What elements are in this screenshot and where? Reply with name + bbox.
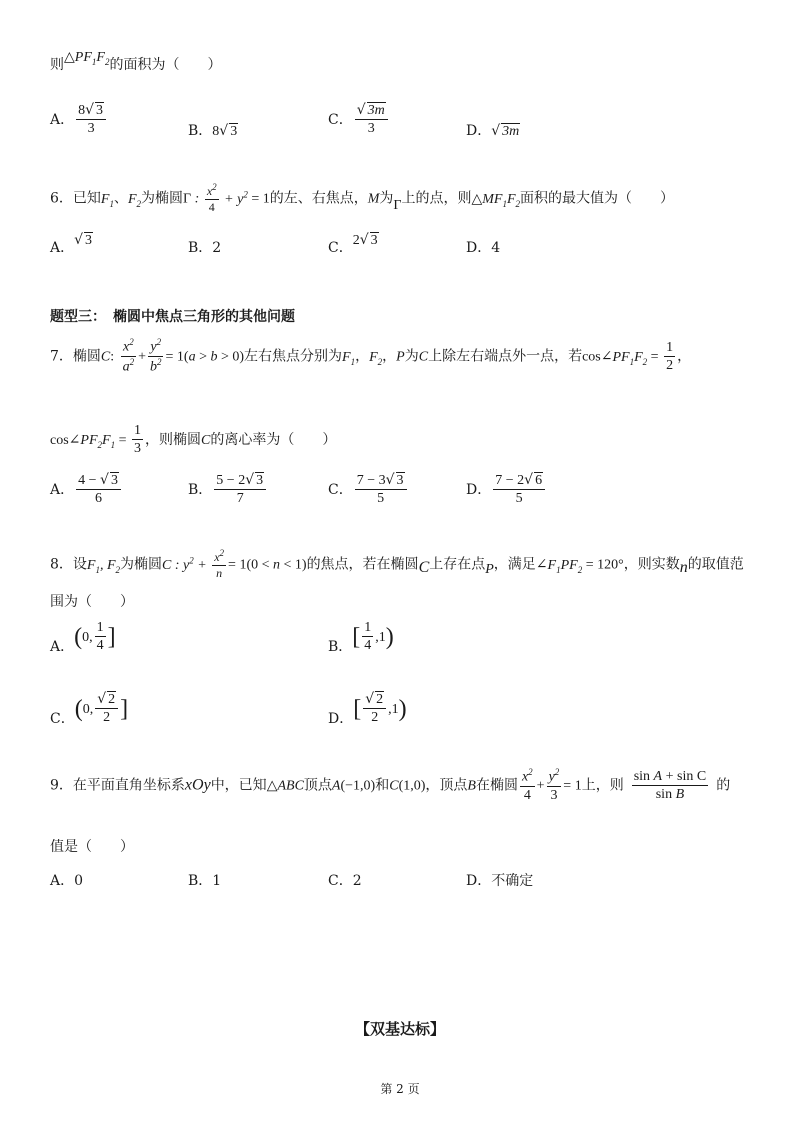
triangle-pf1f2: $\triangle PF_1F_2$ (64, 50, 110, 67)
q9-option-a[interactable]: A．0 (50, 873, 84, 889)
q7-stem-line2: $\cos\angle PF_2F_1$ = $\frac{1}{3}$ ，则椭圆C的离心率为（ ） (50, 423, 337, 457)
section-title: 【双基达标】 (354, 1020, 445, 1038)
q8-option-b[interactable]: B．[ $\frac{1}{4}$ ,1) (328, 620, 394, 655)
q6-option-b[interactable]: B．2 (188, 240, 222, 256)
q9-option-d[interactable]: D．不确定 (466, 873, 534, 889)
q8-option-c[interactable]: C．(0, $\frac{√ 2}{2}$ ] (50, 691, 129, 727)
section-heading: 题型三： 椭圆中焦点三角形的其他问题 (50, 309, 295, 325)
q6-option-c[interactable]: C．2√ 3 (328, 232, 378, 256)
page-number: 第 2 页 (380, 1082, 420, 1096)
q9-option-b[interactable]: B．1 (188, 873, 222, 889)
q6-option-a[interactable]: A．√ 3 (50, 232, 93, 256)
fraction: $\frac{8√ 3}{3}$ (76, 103, 106, 137)
fraction: $\frac{√ 3m}{3}$ (355, 103, 388, 137)
q6-stem: 6．已知$F_1$、$F_2$为椭圆Γ : $\frac{x^2}{4}$ + $y^2 = 1$的左、右焦点，M为Γ上的点，则$\triangle MF_1F_2$面积的最大值为（ ） (50, 182, 675, 215)
q8-option-a[interactable]: A．(0, $\frac{1}{4}$ ] (50, 620, 116, 655)
q9-option-c[interactable]: C．2 (328, 873, 362, 889)
q5-stem: 则$\triangle PF_1F_2$的面积为（ ） (50, 50, 222, 73)
q8-stem: 8．设$F_1$, $F_2$为椭圆C : $y^2$ + $\frac{x^2}{n}$ = 1(0 < n < 1)的焦点，若在椭圆C上存在点P，满足$\angle F_1PF_2 = 120^\circ$，则实数n的取值范 (50, 548, 744, 581)
q6-option-d[interactable]: D．4 (466, 240, 501, 256)
q8-option-d[interactable]: D．[ $\frac{√ 2}{2}$ ,1) (328, 691, 407, 727)
q7-option-b[interactable]: B． $\frac{5 - 2√ 3}{7}$ (188, 473, 268, 507)
q7-option-d[interactable]: D． $\frac{7 - 2√ 6}{5}$ (466, 473, 547, 507)
q5-option-c[interactable]: C． $\frac{√ 3m}{3}$ (328, 103, 390, 137)
q5-option-d[interactable]: D．√ 3m (466, 123, 520, 139)
q7-stem: 7．椭圆C: $\frac{x^2}{a^2}$ + $\frac{y^2}{b^2}$ = 1(a > b > 0)左右焦点分别为$F_1$，$F_2$，P为C上除左右端点外一点，若$\cos\angle PF_1F_2$ = $\frac{1}{2}$ ， (50, 337, 692, 375)
q9-stem: 9．在平面直角坐标系xOy中，已知△ABC顶点A(−1,0)和C(1,0)，顶点B在椭圆 $\frac{x^2}{4}$ + $\frac{y^2}{3}$ = 1上，则 $\frac{\text{sin A + sin C}}{\text{sin B}}$ 的 (50, 767, 731, 804)
q5-option-a[interactable]: A． $\frac{8√ 3}{3}$ (50, 103, 108, 137)
q5-option-b[interactable]: B．8√ 3 (188, 123, 238, 139)
q9-stem-line2: 值是（ ） (50, 839, 134, 855)
q8-stem-line2: 围为（ ） (50, 594, 134, 610)
q7-option-a[interactable]: A． $\frac{4 - √ 3}{6}$ (50, 473, 123, 507)
q7-option-c[interactable]: C． $\frac{7 - 3√ 3}{5}$ (328, 473, 409, 507)
